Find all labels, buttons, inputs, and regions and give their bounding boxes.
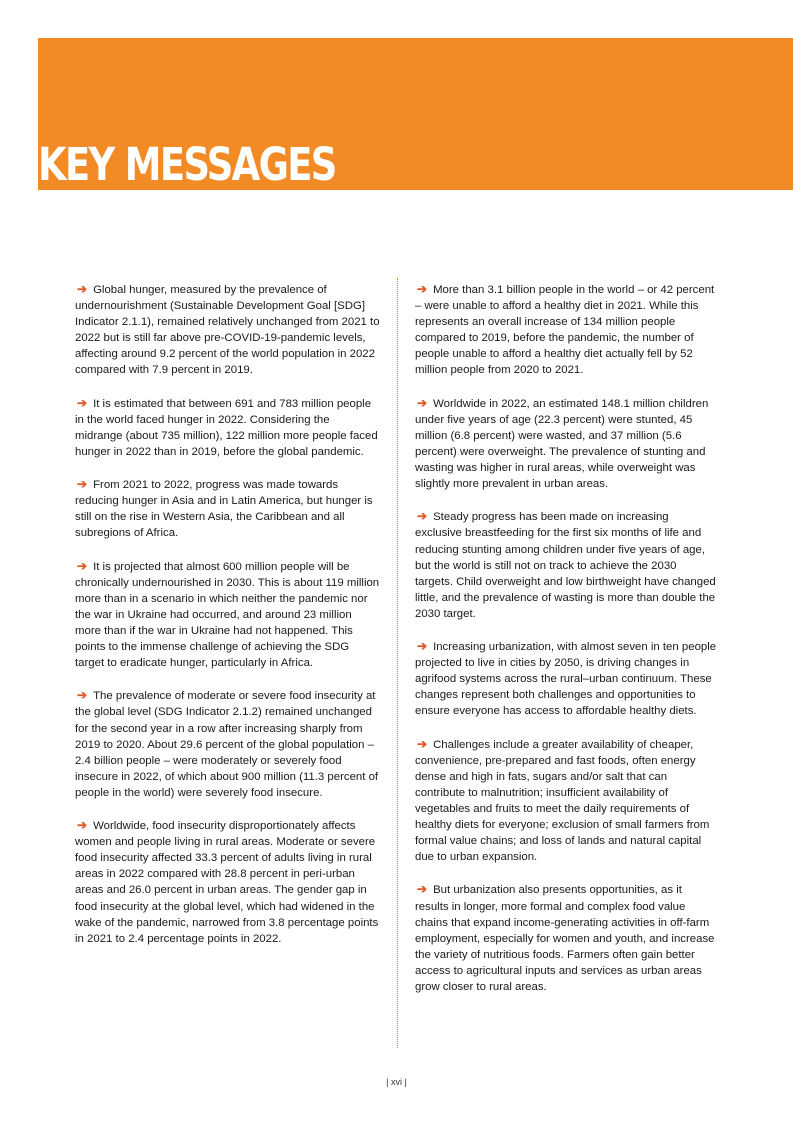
key-message [75,558,380,672]
arrow-right-icon: ➔ [417,282,428,296]
message-text: It is estimated that between 691 and 783 million people in the world faced hunger in 2022. Considering the midrange (about 735 million), 122 million more people faced hunger in 2022 than in 2019, before the global pandemic. [75,397,378,458]
message-text: From 2021 to 2022, progress was made towards reducing hunger in Asia and in Latin America, but hunger is still on the rise in Western Asia, the Caribbean and all subregions of Africa. [75,479,373,540]
key-message [415,508,717,622]
page-title: KEY MESSAGES [38,138,336,191]
arrow-right-icon: ➔ [77,282,88,296]
column-divider [397,278,398,1048]
key-message [75,687,380,801]
message-text: It is projected that almost 600 million people will be chronically undernourished in 2030. This is about 119 million more than in a scenario in which neither the pandemic nor the war in Ukraine had occurred, and around 23 million more than if the war in Ukraine had not happened. This points to the immense challenge of achieving the SDG target to eradicate hunger, particularly in Africa. [75,560,380,670]
key-message [415,638,717,719]
arrow-right-icon: ➔ [417,736,428,751]
key-message [75,476,380,541]
message-text: Increasing urbanization, with almost seven in ten people projected to live in cities by 2050, is driving changes in agrifood systems across the rural–urban continuum. These changes represent both challenges and opportunities to ensure everyone has access to affordable healthy diets. [415,641,717,718]
arrow-right-icon: ➔ [77,477,88,492]
arrow-right-icon: ➔ [77,395,88,410]
message-text: Global hunger, measured by the prevalence of undernourishment (Sustainable Development Goal [SDG] Indicator 2.1.1), remained relatively unchanged from 2021 to 2022 but is still far above pre-COVID-19-pandemic levels, affecting around 9.2 percent of the world population in 2022 compared with 7.9 percent in 2019. [75,284,380,377]
arrow-right-icon: ➔ [417,639,428,654]
key-message [75,817,380,947]
message-text: Challenges include a greater availability of cheaper, convenience, pre-prepared and fast foods, often energy dense and high in fats, sugars and/or salt that can contribute to malnutrition; insufficient availability of vegetables and fruits to meet the daily requirements of healthy diets for everyone; exclusion of small farmers from formal value chains; and loss of lands and natural capital due to urban expansion. [415,738,710,864]
message-text: But urbanization also presents opportunities, as it results in longer, more formal and complex food value chains that expand income-generating activities in off-farm employment, especially for women and youth, and increase the variety of nutritious foods. Farmers often gain better access to agricultural inputs and services as urban areas grow closer to rural areas. [415,884,715,994]
message-text: Worldwide in 2022, an estimated 148.1 million children under five years of age (22.3 percent) were stunted, 45 million (6.8 percent) were wasted, and 37 million (5.6 percent) were overweight. The prevalence of stunting and wasting was higher in rural areas, while overweight was slightly more prevalent in urban areas. [415,397,709,491]
arrow-right-icon: ➔ [77,818,88,833]
page-number: | xvi | [386,1077,407,1087]
message-text: The prevalence of moderate or severe food insecurity at the global level (SDG Indicator 2.1.2) remained unchanged for the second year in a row after increasing sharply from 2019 to 2020. About 29.6 percent of the global population – 2.4 billion people – were moderately or severely food insecure in 2022, of which about 900 million (11.3 percent of people in the world) were severely food insecure. [75,690,379,799]
arrow-right-icon: ➔ [417,509,428,524]
arrow-right-icon: ➔ [417,882,428,897]
message-text: More than 3.1 billion people in the world – or 42 percent – were unable to afford a healthy diet in 2021. While this represents an overall increase of 134 million people compared to 2019, before the pandemic, the number of people unable to afford a healthy diet actually fell by 52 million people from 2020 to 2021. [415,284,715,377]
key-message [415,736,717,866]
key-message [75,281,380,379]
message-text: Worldwide, food insecurity disproportionately affects women and people living in rural areas. Moderate or severe food insecurity affected 33.3 percent of adults living in rural areas in 2022 compared with 28.8 percent in peri-urban areas and 26.0 percent in urban areas. The gender gap in food insecurity at the global level, which had widened in the wake of the pandemic, narrowed from 3.8 percentage points in 2021 to 2.4 percentage points in 2022. [75,820,379,945]
right-column [415,281,717,1011]
arrow-right-icon: ➔ [77,558,88,573]
key-message [415,881,717,995]
key-message [75,395,380,460]
key-message [415,395,717,493]
left-column [75,281,380,963]
arrow-right-icon: ➔ [77,688,88,703]
arrow-right-icon: ➔ [417,395,428,410]
message-text: Steady progress has been made on increasing exclusive breastfeeding for the first six months of life and reducing stunting among children under five years of age, but the world is still not on track to achieve the 2030 targets. Child overweight and low birthweight have changed little, and the prevalence of wasting is more than double the 2030 target. [415,511,716,620]
key-message [415,281,717,379]
